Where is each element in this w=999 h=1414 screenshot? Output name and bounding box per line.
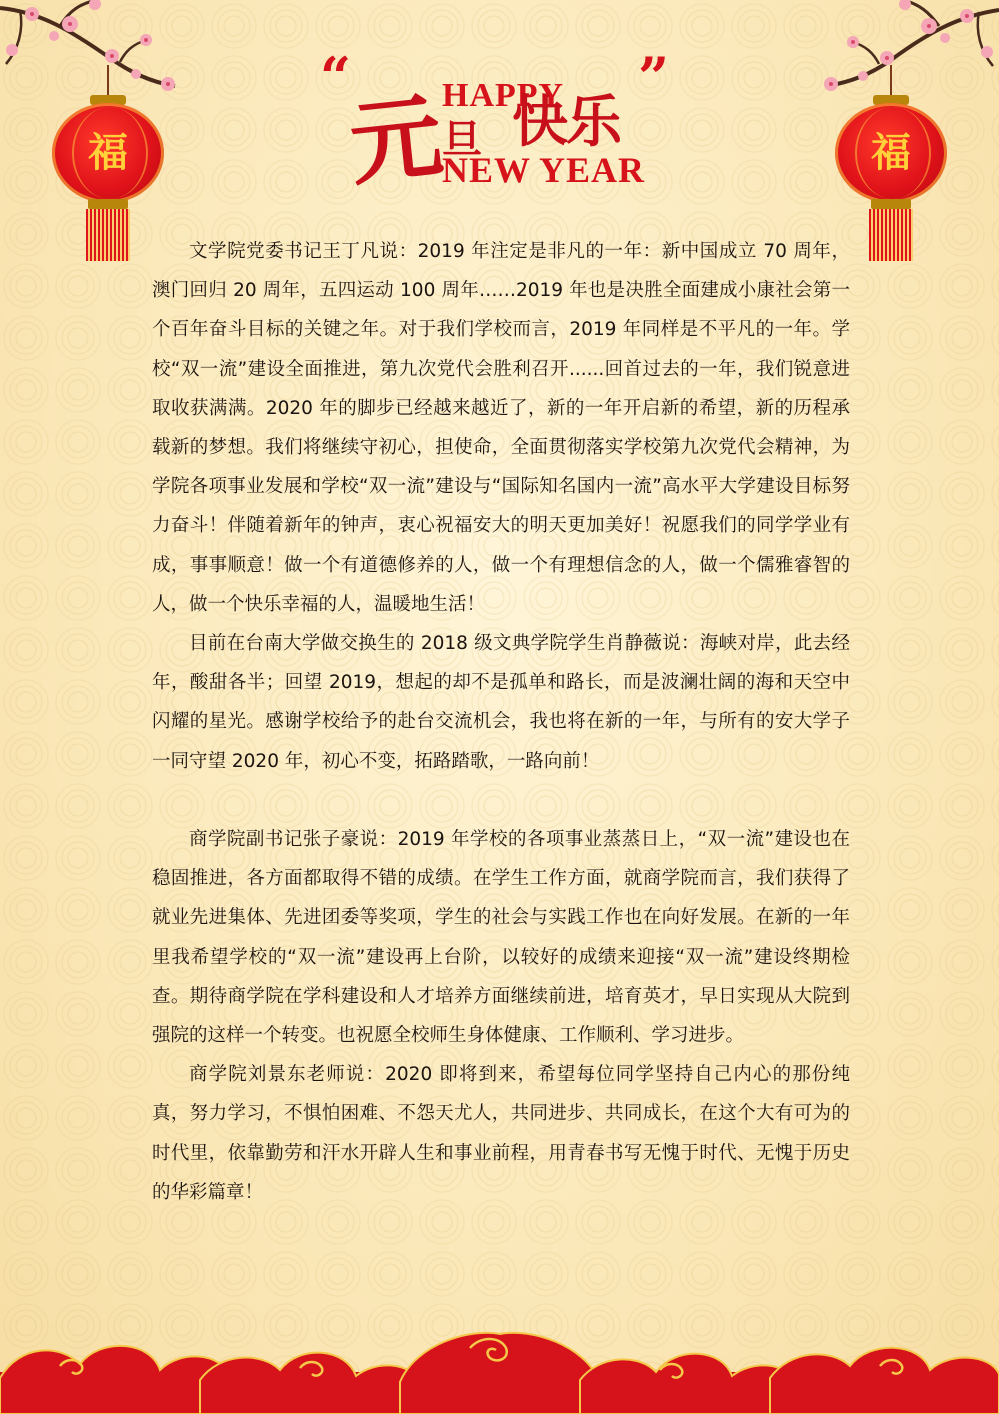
title-happy: HAPPY — [442, 77, 565, 114]
lantern-bottom — [871, 199, 911, 209]
lantern-string — [890, 65, 892, 97]
lantern-bottom — [88, 199, 128, 209]
lantern-string — [107, 65, 109, 97]
title-quote-open: “ — [320, 45, 352, 109]
plum-blossom-branch-left — [0, 0, 230, 110]
title-new-year: NEW YEAR — [442, 150, 646, 190]
lantern-tassel — [86, 209, 130, 261]
lantern-left — [48, 95, 168, 265]
paragraph-spacer — [152, 781, 850, 820]
page-title — [320, 40, 680, 200]
paragraph-xiao-jingwei: 目前在台南大学做交换生的 2018 级文典学院学生肖静薇说：海峡对岸，此去经年，酸甜各半；回望 2019，想起的却不是孤单和路长，而是波澜壮阔的海和天空中闪耀的星光。感谢学校给予的赴台交流机会，我也将在新的一年，与所有的安大学子一同守望 2020 年，初心不变，拓路踏歌，一路向前！ — [152, 633, 850, 772]
title-quote-close: ” — [638, 45, 670, 109]
plum-blossom-branch-right — [769, 0, 999, 110]
title-char-dan: 旦 — [442, 116, 482, 163]
article-body — [152, 232, 850, 1212]
title-chars-kuaile: 快乐 — [512, 89, 620, 155]
lantern-fu-character: 福 — [871, 129, 911, 176]
paragraph-wang-dingfan: 文学院党委书记王丁凡说：2019 年注定是非凡的一年：新中国成立 70 周年，澳门回归 20 周年，五四运动 100 周年……2019 年也是决胜全面建成小康社会第一个百年奋斗目标的关键之年。对于我们学校而言，2019 年同样是不平凡的一年。学校“双一流”建设全面推进，第九次党代会胜利召开......回首过去的一年，我们锐意进取收获满满。2020 年的脚步已经越来越近了，新的一年开启新的希望，新的历程承载新的梦想。我们将继续守初心，担使命，全面贯彻落实学校第九次党代会精神，为学院各项事业发展和学校“双一流”建设与“国际知名国内一流”高水平大学建设目标努力奋斗！伴随着新年的钟声，衷心祝福安大的明天更加美好！祝愿我们的同学学业有成，事事顺意！做一个有道德修养的人，做一个有理想信念的人，做一个儒雅睿智的人，做一个快乐幸福的人，温暖地生活！ — [152, 241, 850, 615]
lantern-fu-character: 福 — [88, 129, 128, 176]
title-char-yuan: 元 — [344, 81, 448, 199]
lantern-body — [52, 103, 164, 203]
lantern-body — [835, 103, 947, 203]
paragraph-liu-jingdong: 商学院刘景东老师说：2020 即将到来，希望每位同学坚持自己内心的那份纯真，努力学习，不惧怕困难、不怨天尤人，共同进步、共同成长，在这个大有可为的时代里，依靠勤劳和汗水开辟人生和事业前程，用青春书写无愧于时代、无愧于历史的华彩篇章！ — [152, 1064, 850, 1203]
lantern-tassel — [869, 209, 913, 261]
paragraph-zhang-zihao: 商学院副书记张子豪说：2019 年学校的各项事业蒸蒸日上，“双一流”建设也在稳固推进，各方面都取得不错的成绩。在学生工作方面，就商学院而言，我们获得了就业先进集体、先进团委等奖项，学生的社会与实践工作也在向好发展。在新的一年里我希望学校的“双一流”建设再上台阶，以较好的成绩来迎接“双一流”建设终期检查。期待商学院在学科建设和人才培养方面继续前进，培育英才，早日实现从大院到强院的这样一个转变。也祝愿全校师生身体健康、工作顺利、学习进步。 — [152, 829, 850, 1047]
auspicious-clouds-border — [0, 1304, 999, 1414]
